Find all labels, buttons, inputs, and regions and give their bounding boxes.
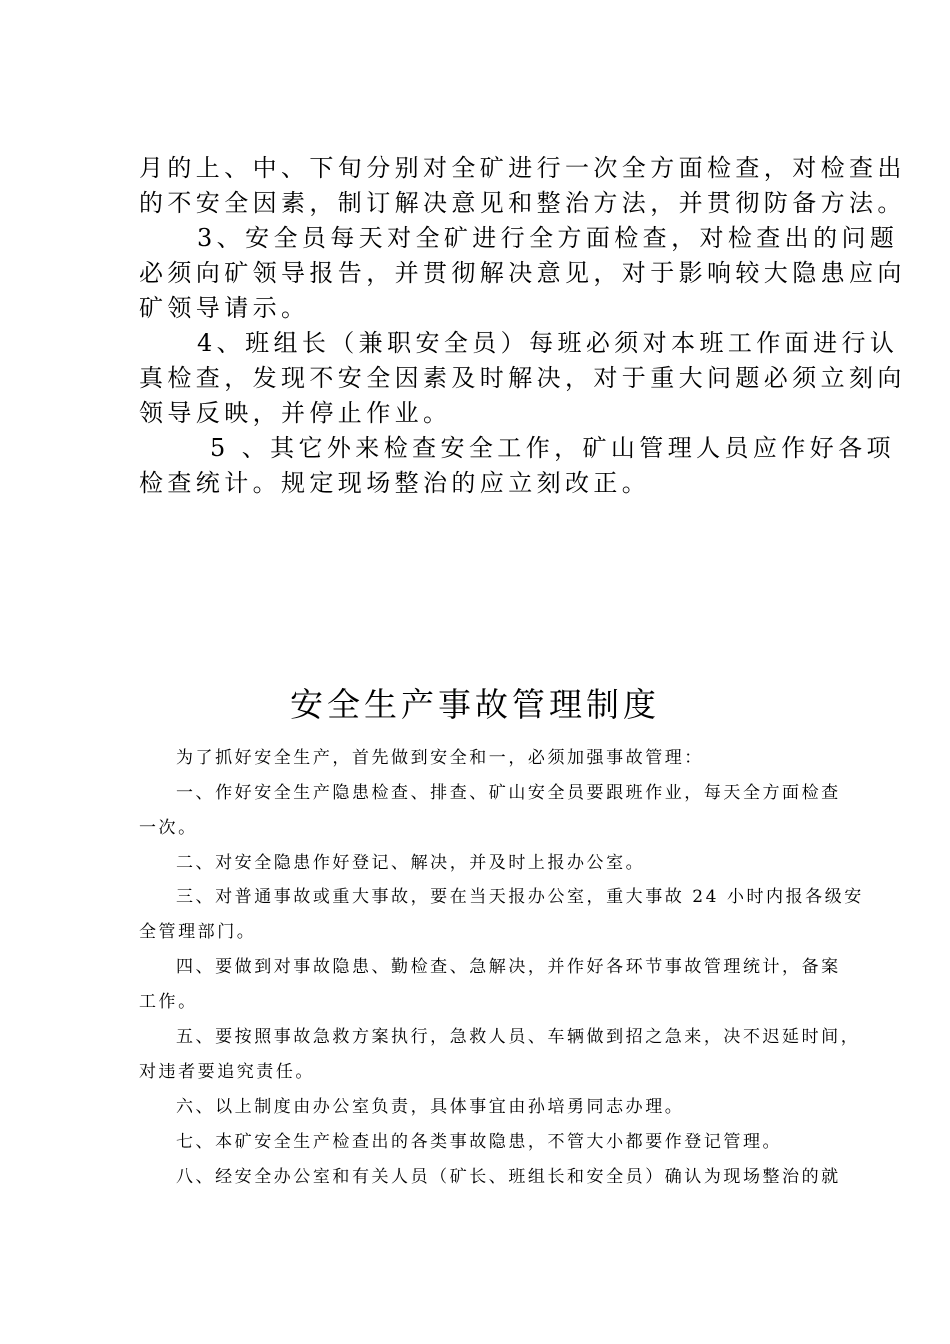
paragraph-line: 一次。: [139, 818, 198, 838]
paragraph-line: 领导反映，并停止作业。: [139, 399, 452, 427]
paragraph-line: 八、经安全办公室和有关人员（矿长、班组长和安全员）确认为现场整治的就: [176, 1167, 841, 1187]
paragraph-line: 对违者要追究责任。: [139, 1062, 315, 1082]
paragraph-line: 4、班组长（兼职安全员）每班必须对本班工作面进行认: [197, 329, 899, 357]
paragraph-line: 3、安全员每天对全矿进行全方面检查，对检查出的问题: [197, 224, 899, 252]
paragraph-line: 三、对普通事故或重大事故，要在当天报办公室，重大事故 24 小时内报各级安: [176, 887, 864, 907]
paragraph-line: 必须向矿领导报告，并贯彻解决意见，对于影响较大隐患应向: [139, 259, 906, 287]
paragraph-line: 的不安全因素，制订解决意见和整治方法，并贯彻防备方法。: [139, 189, 906, 217]
paragraph-line: 工作。: [139, 992, 198, 1012]
paragraph-line: 真检查，发现不安全因素及时解决，对于重大问题必须立刻向: [139, 364, 906, 392]
paragraph-line: 二、对安全隐患作好登记、解决，并及时上报办公室。: [176, 853, 646, 873]
section-title: 安全生产事故管理制度: [290, 685, 660, 724]
paragraph-line: 月的上、中、下旬分别对全矿进行一次全方面检查，对检查出: [139, 154, 906, 182]
paragraph-line: 5 、其它外来检查安全工作，矿山管理人员应作好各项: [210, 434, 895, 462]
paragraph-line: 为了抓好安全生产，首先做到安全和一，必须加强事故管理：: [176, 748, 704, 768]
paragraph-line: 五、要按照事故急救方案执行，急救人员、车辆做到招之急来，决不迟延时间，: [176, 1027, 861, 1047]
paragraph-line: 矿领导请示。: [139, 294, 310, 322]
paragraph-line: 一、作好安全生产隐患检查、排查、矿山安全员要跟班作业，每天全方面检查: [176, 783, 841, 803]
paragraph-line: 四、要做到对事故隐患、勤检查、急解决，并作好各环节事故管理统计，备案: [176, 957, 841, 977]
paragraph-line: 检查统计。规定现场整治的应立刻改正。: [139, 469, 651, 497]
paragraph-line: 六、以上制度由办公室负责，具体事宜由孙培勇同志办理。: [176, 1097, 685, 1117]
paragraph-line: 七、本矿安全生产检查出的各类事故隐患，不管大小都要作登记管理。: [176, 1132, 783, 1152]
paragraph-line: 全管理部门。: [139, 922, 257, 942]
